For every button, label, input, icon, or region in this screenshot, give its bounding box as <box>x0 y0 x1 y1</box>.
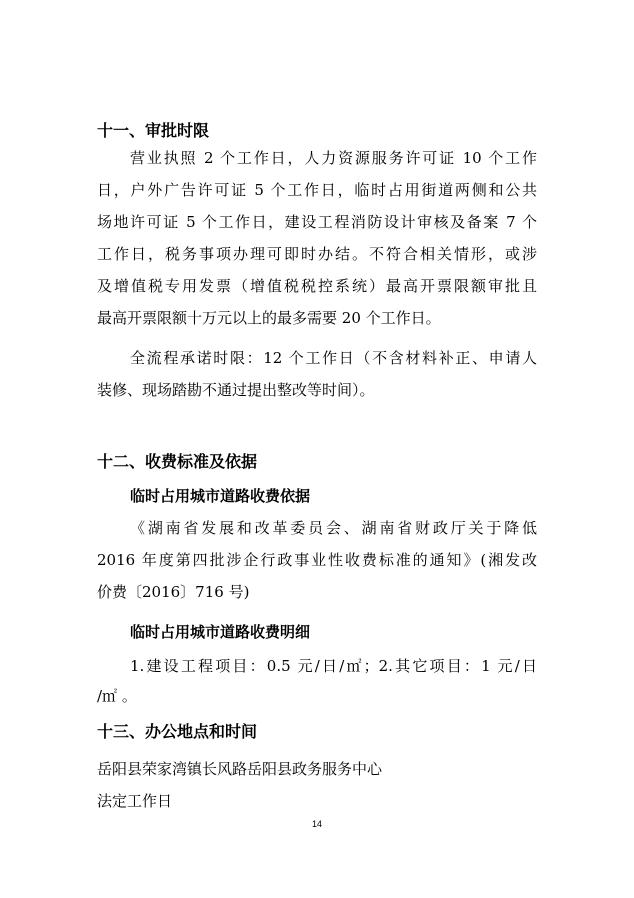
subheading-fee-detail: 临时占用城市道路收费明细 <box>130 623 311 641</box>
office-address: 岳阳县荣家湾镇长风路岳阳县政务服务中心 <box>97 760 383 778</box>
paragraph-line: 价费〔2016〕716 号) <box>97 583 250 601</box>
paragraph-line: 及增值税专用发票（增值税税控系统）最高开票限额审批且 <box>97 277 537 295</box>
paragraph-line: 2016 年度第四批涉企行政事业性收费标准的通知》(湘发改 <box>97 551 537 569</box>
paragraph-line: 1.建设工程项目：0.5 元/日/㎡；2.其它项目：1 元/日 <box>130 657 537 675</box>
subheading-fee-basis: 临时占用城市道路收费依据 <box>130 487 311 505</box>
section-heading-office-location: 十三、办公地点和时间 <box>97 722 258 741</box>
paragraph-line: 营业执照 2 个工作日，人力资源服务许可证 10 个工作 <box>130 149 537 167</box>
paragraph-line: 《湖南省发展和改革委员会、湖南省财政厅关于降低 <box>130 519 537 537</box>
paragraph-line: 装修、现场踏勘不通过提出整改等时间）。 <box>97 381 375 399</box>
section-heading-fee-standard: 十二、收费标准及依据 <box>97 452 258 471</box>
paragraph-line: /㎡ 。 <box>97 687 137 705</box>
paragraph-line: 场地许可证 5 个工作日，建设工程消防设计审核及备案 7 个 <box>97 213 537 231</box>
page-number: 14 <box>311 819 322 829</box>
paragraph-line: 全流程承诺时限：12 个工作日（不含材料补正、申请人 <box>130 349 537 367</box>
paragraph-line: 日，户外广告许可证 5 个工作日，临时占用街道两侧和公共 <box>97 181 537 199</box>
office-hours: 法定工作日 <box>97 792 173 810</box>
paragraph-line: 最高开票限额十万元以上的最多需要 20 个工作日。 <box>97 309 441 327</box>
paragraph-line: 工作日，税务事项办理可即时办结。不符合相关情形，或涉 <box>97 245 537 263</box>
section-heading-approval-time: 十一、审批时限 <box>97 121 210 140</box>
